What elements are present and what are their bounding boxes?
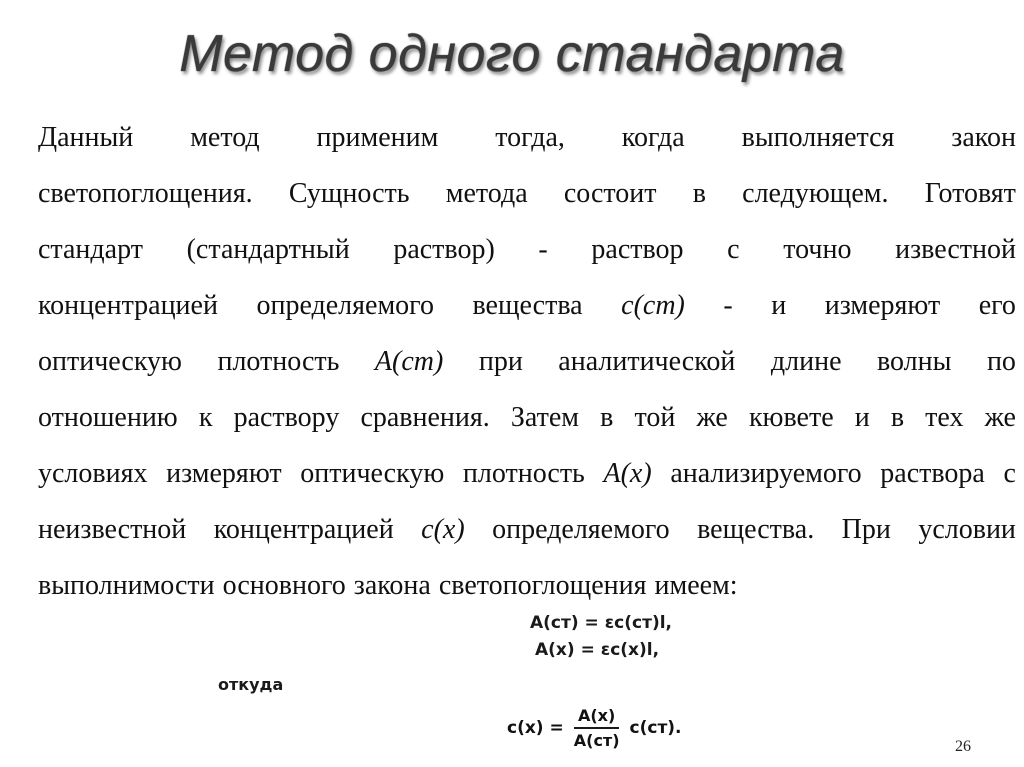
paragraph-word: по	[986, 346, 1016, 377]
paragraph-word: измеряют	[824, 290, 941, 321]
paragraph-line	[38, 502, 1016, 558]
formula-result	[507, 706, 682, 750]
paragraph-word: аналитической	[558, 346, 736, 377]
paragraph-word: Затем	[510, 402, 580, 433]
paragraph-word: неизвестной	[38, 514, 187, 545]
paragraph-word: раствор	[591, 234, 684, 265]
paragraph-word: -	[538, 234, 548, 265]
paragraph-word: в	[692, 178, 706, 209]
paragraph-word: (стандартный	[186, 234, 350, 265]
paragraph-word: Готовят	[924, 178, 1016, 209]
paragraph-word: При	[841, 514, 891, 545]
paragraph-word: условии	[918, 514, 1016, 545]
paragraph-word: A(x)	[603, 458, 652, 489]
paragraph-word: плотность	[462, 458, 585, 489]
formula-standard: A(ст) = εc(ст)l,	[530, 613, 673, 633]
paragraph-word: определяемого	[492, 514, 670, 545]
paragraph-word: раствору	[233, 402, 340, 433]
paragraph-word: плотность	[217, 346, 340, 377]
paragraph-word: оптическую	[300, 458, 445, 489]
paragraph-word: отношению	[38, 402, 178, 433]
formula-result-lhs: c(x) =	[507, 718, 564, 738]
paragraph-word: его	[978, 290, 1016, 321]
formula-result-fraction	[570, 706, 624, 750]
paragraph-word: раствор)	[393, 234, 495, 265]
fraction-numerator: A(x)	[574, 706, 619, 729]
paragraph-word: концентрацией	[213, 514, 394, 545]
paragraph-word: вещества.	[697, 514, 815, 545]
paragraph-word: выполнимости	[38, 570, 215, 601]
paragraph-word: метод	[190, 122, 260, 153]
paragraph-word: с	[727, 234, 740, 265]
paragraph-word: основного	[222, 570, 346, 601]
paragraph-word: измеряют	[166, 458, 282, 489]
paragraph-word: применим	[316, 122, 439, 153]
paragraph-word: волны	[877, 346, 952, 377]
paragraph-word: стандарт	[38, 234, 143, 265]
paragraph-word: концентрацией	[38, 290, 218, 321]
paragraph-word: и	[854, 402, 870, 433]
paragraph-word: известной	[895, 234, 1016, 265]
paragraph-word: закона	[353, 570, 431, 601]
paragraph-word: в	[890, 402, 905, 433]
paragraph-word: же	[696, 402, 728, 433]
paragraph-word: и	[771, 290, 787, 321]
paragraph-word: оптическую	[38, 346, 182, 377]
paragraph-line	[38, 222, 1016, 278]
paragraph-line	[38, 278, 1016, 334]
paragraph-word: Данный	[38, 122, 134, 153]
paragraph-word: точно	[783, 234, 852, 265]
paragraph-word: c(ст)	[621, 290, 685, 321]
paragraph-word: к	[198, 402, 213, 433]
paragraph-line	[38, 390, 1016, 446]
paragraph-word: кювете	[748, 402, 834, 433]
paragraph-word: светопоглощения	[438, 570, 647, 601]
paragraph-word: при	[478, 346, 523, 377]
paragraph-word: определяемого	[256, 290, 434, 321]
paragraph-word: выполняется	[741, 122, 895, 153]
paragraph-word: с	[1003, 458, 1016, 489]
formula-sample: A(x) = εc(x)l,	[535, 640, 660, 660]
paragraph-word: сравнения.	[360, 402, 490, 433]
paragraph-word: Сущность	[288, 178, 410, 209]
formula-otkuda-label: откуда	[218, 675, 284, 694]
paragraph-line	[38, 446, 1016, 502]
paragraph-word: метода	[445, 178, 528, 209]
slide-title: Метод одного стандарта	[179, 25, 845, 83]
paragraph-word: -	[723, 290, 733, 321]
paragraph-word: тогда,	[495, 122, 565, 153]
paragraph-word: c(x)	[421, 514, 465, 545]
page-number: 26	[955, 738, 971, 755]
paragraph-word: следующем.	[742, 178, 889, 209]
paragraph-word: закон	[951, 122, 1016, 153]
paragraph-line	[38, 334, 1016, 390]
body-paragraph	[38, 110, 1016, 614]
paragraph-word: A(cт)	[374, 346, 444, 377]
paragraph-word: состоит	[563, 178, 657, 209]
paragraph-word: раствора	[880, 458, 985, 489]
paragraph-line	[38, 166, 1016, 222]
paragraph-word: анализируемого	[670, 458, 862, 489]
paragraph-line	[38, 558, 1016, 614]
paragraph-line	[38, 110, 1016, 166]
paragraph-word: когда	[621, 122, 685, 153]
paragraph-word: же	[984, 402, 1016, 433]
paragraph-word: светопоглощения.	[38, 178, 253, 209]
formula-result-rhs: c(ст).	[629, 718, 682, 738]
paragraph-word: той	[634, 402, 676, 433]
paragraph-word: длине	[770, 346, 842, 377]
paragraph-word: имеем:	[654, 570, 738, 601]
paragraph-word: условиях	[38, 458, 148, 489]
paragraph-word: тех	[925, 402, 964, 433]
fraction-denominator: A(ст)	[573, 731, 620, 750]
paragraph-word: в	[600, 402, 614, 433]
paragraph-word: вещества	[472, 290, 583, 321]
